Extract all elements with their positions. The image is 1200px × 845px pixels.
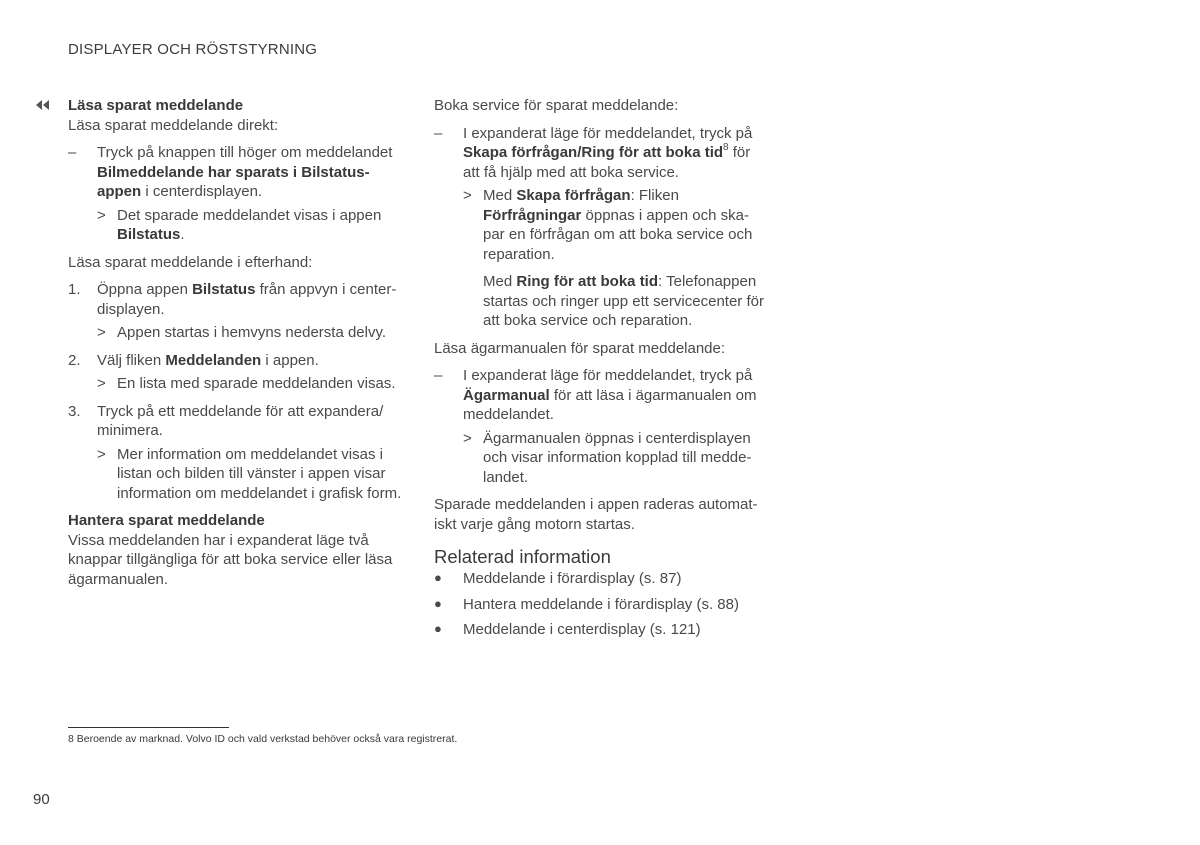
footnote-divider — [68, 727, 229, 728]
intro-read-direct: Läsa sparat meddelande direkt: — [68, 116, 279, 134]
intro-read-manual: Läsa ägarmanualen för sparat meddelande: — [434, 339, 726, 357]
numbered-step-3: 3. Tryck på ett meddelande för att expandera/ minimera. — [68, 402, 384, 439]
section-heading-read-saved-message: Läsa sparat meddelande — [68, 97, 244, 114]
app-name-bilstatus: Bilstatus — [117, 226, 181, 243]
book-service-result-2: Med Ring för att boka tid: Telefonappen startas och ringer upp ett servicecenter för att boka service och reparation. — [483, 273, 764, 329]
read-manual-step: – I expanderat läge för meddelandet, tryck på Ägarmanual för att läsa i ägarmanualen om meddelandet. — [434, 367, 757, 423]
numbered-step-3-result: > Mer information om meddelandet visas i listan och bilden till vänster i appen visar information om meddelandet i grafisk form. — [97, 445, 402, 502]
related-link[interactable]: ● Meddelande i förardisplay (s. 87) — [434, 570, 682, 587]
intro-read-later: Läsa sparat meddelande i efterhand: — [68, 253, 313, 271]
book-service-step: – I expanderat läge för meddelandet, tryck på Skapa förfrågan/Ring för att boka tid$^8$ för att få hjälp med att boka service. — [434, 124, 753, 181]
bullet-icon: ● — [434, 570, 442, 585]
step-dash: – Tryck på knappen till höger om meddelandet Bilmeddelande har sparats i Bilstatus- appen i centerdisplayen. — [68, 144, 393, 200]
numbered-step-1: 1. Öppna appen Bilstatus från appvyn i center-displayen. — [68, 281, 397, 318]
button-name-owners-manual: Ägarmanual — [463, 386, 550, 404]
numbered-step-2-result: > En lista med sparade meddelanden visas. — [97, 375, 396, 392]
related-link[interactable]: ● Meddelande i centerdisplay (s. 121) — [434, 621, 701, 638]
bullet-icon: ● — [434, 595, 442, 611]
numbered-step-1-result: > Appen startas i hemvyns nedersta delvy. — [97, 324, 387, 341]
button-name-saved-in-bilstatus: Bilmeddelande har sparats i Bilstatus- — [97, 163, 370, 181]
double-left-triangle-icon — [36, 100, 49, 110]
running-header: DISPLAYER OCH RÖSTSTYRNING — [68, 41, 318, 58]
step-number: 2. — [68, 351, 81, 369]
left-column — [68, 96, 403, 589]
step-number: 1. — [68, 281, 81, 298]
footnote: 8 Beroende av marknad. Volvo ID och vald verkstad behöver också vara registrerat. — [68, 733, 458, 745]
read-manual-result: > Ägarmanualen öppnas i centerdisplayen och visar information kopplad till medde-landet. — [463, 429, 752, 486]
manage-saved-message-body: Vissa meddelanden har i expanderat läge två knappar tillgängliga för att boka service eller läsa ägarmanualen. — [68, 531, 393, 588]
book-service-result-1: > Med Skapa förfrågan: Fliken Förfrågningar öppnas i appen och ska-par en förfrågan om att boka service och reparation. — [463, 187, 753, 263]
auto-delete-note: Sparade meddelanden i appen raderas automat-iskt varje gång motorn startas. — [434, 496, 758, 533]
related-info-heading: Relaterad information — [434, 546, 611, 567]
result-marker: > — [97, 206, 106, 224]
bullet-icon: ● — [434, 621, 442, 636]
step-result: > Det sparade meddelandet visas i appen Bilstatus. — [97, 206, 382, 243]
related-link[interactable]: ● Hantera meddelande i förardisplay (s. 88) — [434, 595, 739, 613]
section-heading-manage-saved-message: Hantera sparat meddelande — [68, 512, 265, 529]
numbered-step-2: 2. Välj fliken Meddelanden i appen. — [68, 351, 319, 369]
step-number: 3. — [68, 402, 81, 420]
page-number: 90 — [33, 791, 50, 808]
dash-marker: – — [68, 144, 77, 161]
button-name-create-request-call: Skapa förfrågan/Ring för att boka tid — [463, 144, 724, 161]
footnote-ref: 8 — [723, 142, 729, 153]
intro-book-service: Boka service för sparat meddelande: — [434, 97, 679, 114]
right-column — [434, 96, 769, 640]
